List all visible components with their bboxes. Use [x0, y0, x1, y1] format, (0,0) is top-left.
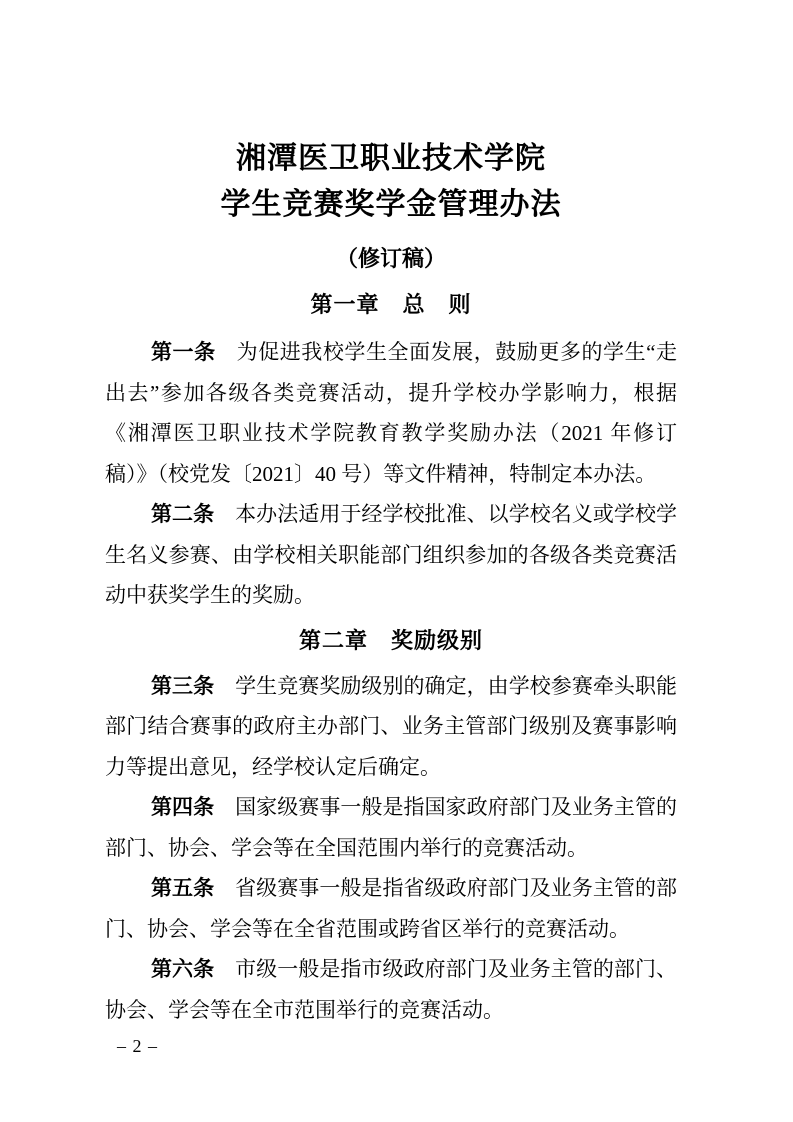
document-content [105, 0, 677, 1030]
chapter-1-heading: 第一章 总 则 [310, 292, 472, 317]
article-2 [105, 494, 677, 616]
article-4 [105, 787, 677, 868]
article-6-text: 市级一般是指市级政府部门及业务主管的部门、协会、学会等在全市范围举行的竞赛活动。 [105, 957, 678, 1022]
article-6 [105, 949, 677, 1030]
article-4-term: 第四条 [151, 795, 215, 819]
article-1 [105, 332, 677, 494]
article-5-text: 省级赛事一般是指省级政府部门及业务主管的部门、协会、学会等在全省范围或跨省区举行的竞赛活动。 [105, 876, 678, 941]
article-5-term: 第五条 [151, 876, 215, 900]
article-5 [105, 868, 677, 949]
article-3-term: 第三条 [151, 673, 215, 698]
article-3 [105, 666, 677, 788]
article-3-text: 学生竞赛奖励级别的确定，由学校参赛牵头职能部门结合赛事的政府主办部门、业务主管部门级别及赛事影响力等提出意见，经学校认定后确定。 [105, 673, 678, 779]
document-body [105, 332, 677, 1030]
article-4-text: 国家级赛事一般是指国家政府部门及业务主管的部门、协会、学会等在全国范围内举行的竞赛活动。 [105, 795, 678, 860]
article-1-term: 第一条 [151, 340, 216, 364]
article-2-term: 第二条 [151, 502, 215, 526]
chapter-2-heading: 第二章 奖励级别 [298, 627, 483, 653]
title-line-1: 湘潭医卫职业技术学院 [236, 142, 546, 175]
page-number: – 2 – [117, 1036, 158, 1056]
document-title [105, 136, 677, 228]
article-6-term: 第六条 [151, 957, 215, 981]
article-1-text: 为促进我校学生全面发展，鼓励更多的学生“走出去”参加各级各类竞赛活动，提升学校办学影响力，根据《湘潭医卫职业技术学院教育教学奖励办法（2021 年修订稿）》（校党发〔2021〕40 号）等文件精神，特制定本办法。 [105, 340, 677, 486]
article-2-text: 本办法适用于经学校批准、以学校名义或学校学生名义参赛、由学校相关职能部门组织参加的各级各类竞赛活动中获奖学生的奖励。 [105, 502, 678, 607]
subtitle-revision-note: （修订稿） [335, 246, 446, 271]
title-line-2: 学生竞赛奖学金管理办法 [220, 188, 562, 221]
